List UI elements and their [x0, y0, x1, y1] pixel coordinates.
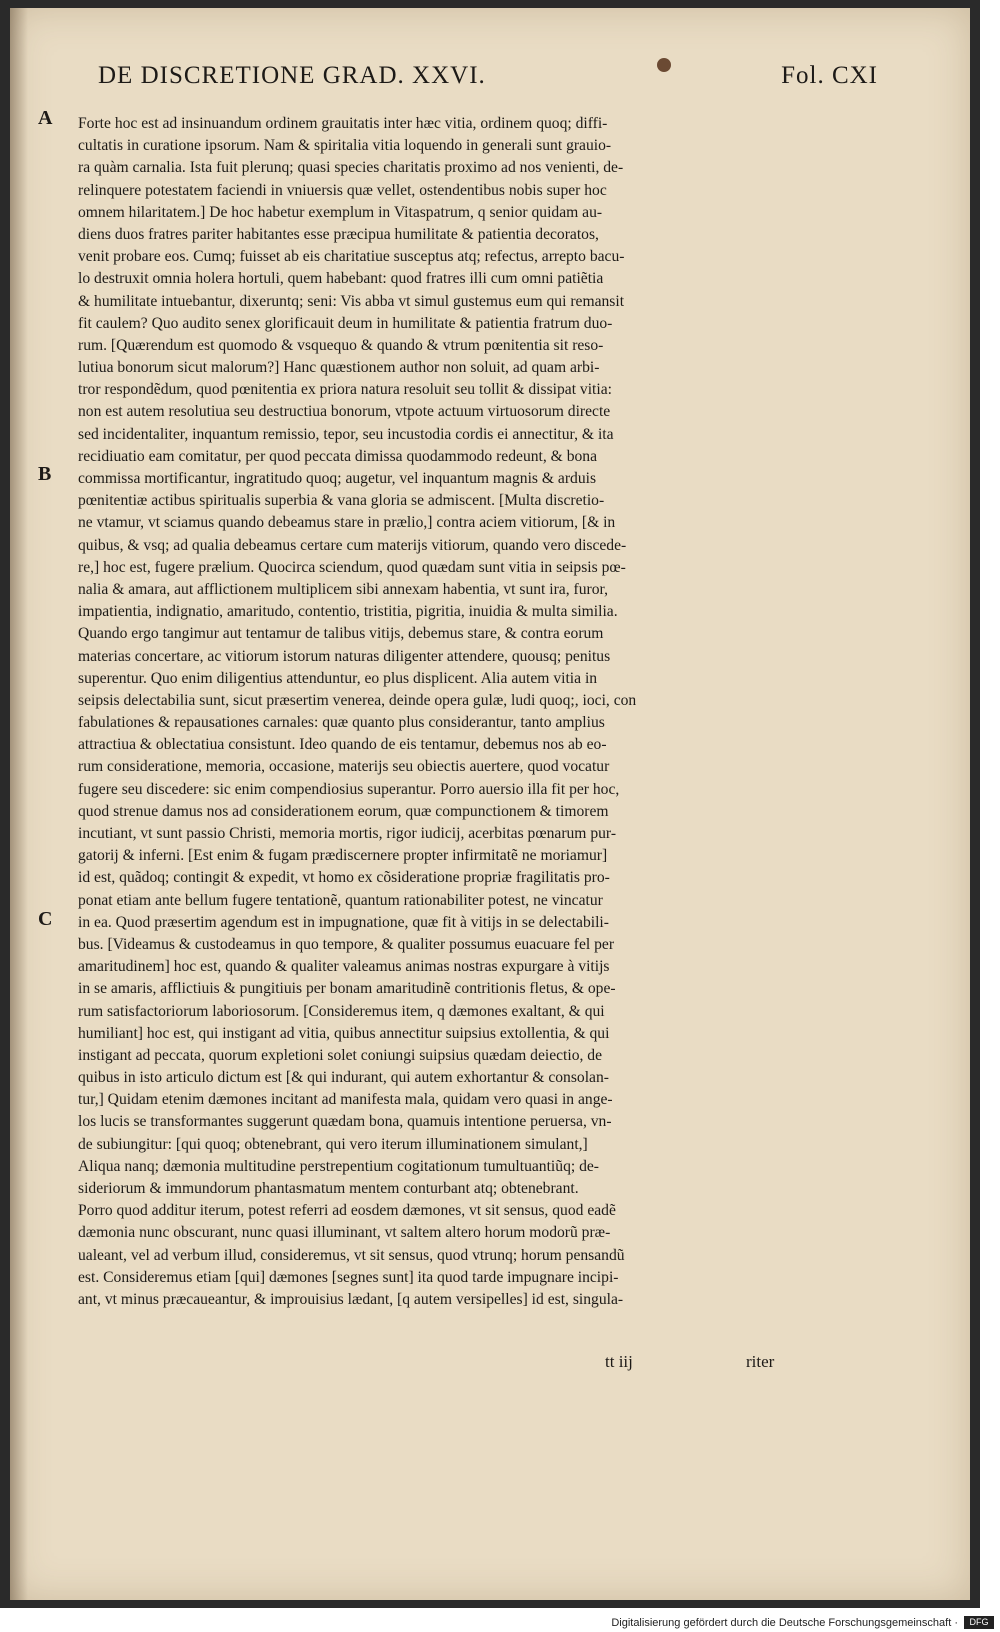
text-line: los lucis se transformantes suggerunt quædam bona, quamuis intentione peruersa, vn- — [78, 1113, 612, 1131]
text-line: fabulationes & repausationes carnales: quæ quanto plus considerantur, tanto amplius — [78, 714, 605, 732]
text-line: superentur. Quo enim diligentius attenduntur, eo plus displicent. Alia autem vitia in — [78, 669, 598, 687]
text-line: impatientia, indignatio, amaritudo, contentio, tristitia, pigritia, inuidia & multa similia. — [78, 603, 618, 621]
text-line: omnem hilaritatem.] De hoc habetur exemplum in Vitaspatrum, q senior quidam au- — [78, 203, 603, 221]
text-line: non est autem resolutiua seu destructiua bonorum, vtpote actuum virtuosorum directe — [78, 403, 611, 421]
text-line: rum. [Quærendum est quomodo & vsquequo & quando & vtrum pœnitentia sit reso- — [78, 336, 604, 354]
text-line: pœnitentiæ actibus spiritualis superbia & vana gloria se admiscent. [Multa discretio- — [78, 492, 605, 510]
page-gutter-shadow — [10, 8, 28, 1600]
text-line: rum consideratione, memoria, occasione, materijs seu obiectis auertere, quod vocatur — [78, 758, 610, 776]
text-line: ant, vt minus præcaueantur, & improuisius lædant, [q autem versipelles] id est, singula- — [78, 1290, 624, 1308]
text-line: gatorij & inferni. [Est enim & fugam prædiscernere propter infirmitatẽ ne moriamur] — [78, 847, 608, 865]
text-line: humiliant] hoc est, qui instigant ad vitia, quibus annectitur suipsius extollentia, & qui — [78, 1024, 610, 1042]
text-line: cultatis in curatione ipsorum. Nam & spiritalia vitia loquendo in generali sunt grauio- — [78, 137, 612, 155]
margin-marker-b: B — [38, 463, 52, 485]
body-text — [78, 113, 886, 1311]
text-line: de subiungitur: [qui quoq; obtenebrant, qui vero iterum illuminationem simulant,] — [78, 1135, 588, 1153]
text-line: recidiuatio eam comitatur, per quod peccata dimissa quodammodo redeunt, & bona — [78, 447, 598, 465]
text-line: Forte hoc est ad insinuandum ordinem grauitatis inter hæc vitia, ordinem quoq; diffi- — [78, 115, 608, 132]
text-line: re,] hoc est, fugere prælium. Quocirca sciendum, quod quædam sunt vitia in seipsis pœ- — [78, 558, 626, 576]
book-page — [10, 8, 970, 1600]
text-line: ne vtamur, vt sciamus quando debeamus stare in prælio,] contra aciem vitiorum, [& in — [78, 514, 616, 532]
text-line: fugere seu discedere: sic enim compendiosius superantur. Porro auersio illa fit per hoc, — [78, 780, 620, 798]
text-line: tror respondẽdum, quod pœnitentia ex priora natura resoluit seu tollit & dissipat vitia: — [78, 381, 612, 399]
text-line: id est, quãdoq; contingit & expedit, vt homo ex cõsideratione propriæ fragilitatis pro- — [78, 869, 610, 887]
text-line: tur,] Quidam etenim dæmones incitant ad manifesta mala, quidam vero quasi in ange- — [78, 1091, 613, 1109]
text-line: quod strenue damus nos ad considerationem eorum, quæ compunctionem & timorem — [78, 802, 609, 820]
text-line: rum satisfactoriorum laboriosorum. [Consideremus item, q dæmones exaltant, & qui — [78, 1002, 605, 1020]
text-line: lo destruxit omnia holera hortuli, quem habebant: quod fratres illi cum omni patiẽtia — [78, 270, 604, 288]
text-line: instigant ad peccata, quorum expletioni solet coniungi suipsius quædam deiectio, de — [78, 1046, 603, 1064]
text-line: ponat etiam ante bellum fugere tentationẽ, quantum rationabiliter potest, ne vincatur — [78, 891, 603, 909]
catchword: riter — [746, 1352, 775, 1371]
text-line: bus. [Videamus & custodeamus in quo tempore, & qualiter possumus euacuare fel per — [78, 935, 615, 953]
text-line: relinquere potestatem faciendi in vniuersis quæ vellet, ostendentibus nobis super hoc — [78, 181, 607, 199]
text-line: nalia & amara, aut afflictionem multiplicem sibi annexam habentia, vt sunt ira, furor, — [78, 580, 608, 598]
margin-marker-a: A — [38, 107, 53, 129]
text-line: venit probare eos. Cumq; fuisset ab eis charitatiue susceptus atq; refectus, arrepto bacu- — [78, 248, 625, 266]
text-line: Quando ergo tangimur aut tentamur de talibus vitijs, debemus stare, & contra eorum — [78, 625, 604, 643]
text-line: amaritudinem] hoc est, quando & qualiter valeamus animas nostras expurgare à vitijs — [78, 958, 610, 976]
text-line: materias concertare, ac vitiorum istorum naturas diligenter attendere, quousq; penitus — [78, 647, 611, 665]
text-line: incutiant, vt sunt passio Christi, memoria mortis, rigor iudicij, acerbitas pœnarum pur- — [78, 825, 617, 842]
text-line: lutiua bonorum sicut malorum?] Hanc quæstionem author non soluit, ad quam arbi- — [78, 359, 600, 377]
running-head-title: DE DISCRETIONE GRAD. XXVI. — [98, 62, 486, 89]
text-line: fit caulem? Quo audito senex glorificauit deum in humilitate & patientia fratrum duo- — [78, 314, 613, 332]
running-head — [98, 62, 878, 96]
text-line: sed incidentaliter, inquantum remissio, tepor, seu incustodia cordis ei annectitur, & ita — [78, 425, 614, 443]
text-line: quibus in isto articulo dictum est [& qui indurant, qui autem exhortantur & consolan- — [78, 1069, 609, 1087]
folio-number: Fol. CXI — [781, 62, 878, 89]
text-line: in se amaris, afflictiuis & pungitiuis per bonam amaritudinẽ contritionis fletus, & ope- — [78, 980, 616, 998]
text-line: in ea. Quod præsertim agendum est in impugnatione, quæ fit à vitijs in se delectabili- — [78, 913, 609, 931]
text-line: dæmonia nunc obscurant, nunc quasi illuminant, vt saltem altero horum modorũ præ- — [78, 1224, 611, 1242]
text-line: est. Consideremus etiam [qui] dæmones [segnes sunt] ita quod tarde impugnare incipi- — [78, 1268, 619, 1286]
text-line: Aliqua nanq; dæmonia multitudine perstrepentium cogitationum tumultuantiũq; de- — [78, 1157, 600, 1175]
text-line: seipsis delectabilia sunt, sicut præsertim venerea, deinde opera gulæ, ludi quoq;, ioci, con — [78, 691, 637, 709]
text-line: ra quàm carnalia. Ista fuit plerunq; quasi species charitatis proximo ad nos venienti, de- — [78, 159, 624, 177]
margin-marker-c: C — [38, 908, 53, 930]
digitization-credit: Digitalisierung gefördert durch die Deutsche Forschungsgemeinschaft · — [611, 1617, 958, 1629]
dfg-logo: DFG — [964, 1616, 994, 1629]
text-line: quibus, & vsq; ad qualia debeamus certare cum materijs vitiorum, quando vero discede- — [78, 536, 627, 554]
text-line: attractiua & oblectatiua consistunt. Ideo quando de eis tentamur, debemus nos ab eo- — [78, 736, 607, 754]
signature-mark: tt iij — [605, 1352, 633, 1371]
text-line: Porro quod additur iterum, potest referri ad eosdem dæmones, vt sit sensus, quod eadẽ — [78, 1202, 616, 1220]
text-line: sideriorum & immundorum phantasmatum mentem conturbant atq; obtenebrant. — [78, 1180, 579, 1197]
text-line: commissa mortificantur, ingratitudo quoq; augetur, vel inquantum magnis & arduis — [78, 470, 597, 487]
text-line: ualeant, vel ad verbum illud, consideremus, vt sit sensus, quod vtrunq; horum pensandũ — [78, 1246, 625, 1264]
text-line: diens duos fratres pariter habitantes esse præcipua humilitate & patientia decoratos, — [78, 225, 599, 243]
text-line: & humilitate intuebantur, dixeruntq; seni: Vis abba vt simul gustemus eum qui remansit — [78, 292, 625, 310]
